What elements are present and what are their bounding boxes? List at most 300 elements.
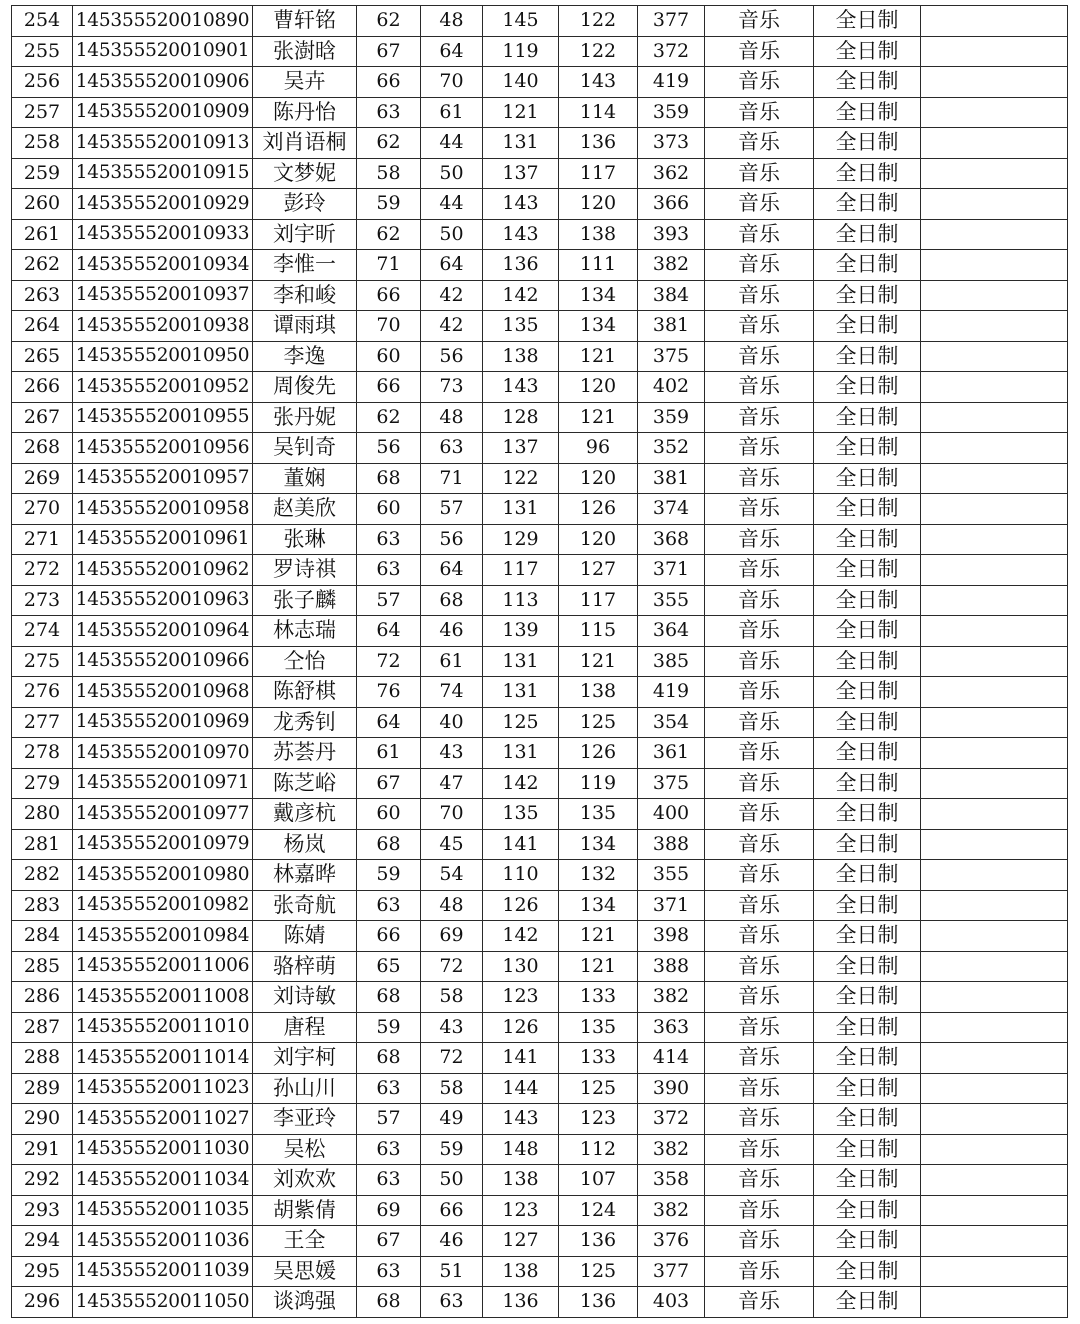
score-2-cell: 44 bbox=[421, 189, 483, 220]
score-1-cell: 59 bbox=[357, 1012, 421, 1043]
student-name-cell: 胡紫倩 bbox=[253, 1195, 357, 1226]
table-row bbox=[12, 524, 1068, 555]
table-row bbox=[12, 1012, 1068, 1043]
total-score-cell: 359 bbox=[638, 97, 705, 128]
score-3-cell: 136 bbox=[483, 250, 559, 281]
student-name-cell: 张奇航 bbox=[253, 890, 357, 921]
exam-id-cell: 145355520010938 bbox=[73, 311, 253, 342]
score-1-cell: 65 bbox=[357, 951, 421, 982]
student-name-cell: 王全 bbox=[253, 1226, 357, 1257]
study-mode-cell: 全日制 bbox=[814, 524, 921, 555]
exam-id-cell: 145355520011050 bbox=[73, 1287, 253, 1318]
student-name-cell: 李亚玲 bbox=[253, 1104, 357, 1135]
row-index-cell: 294 bbox=[12, 1226, 73, 1257]
study-mode-cell: 全日制 bbox=[814, 1134, 921, 1165]
score-1-cell: 60 bbox=[357, 494, 421, 525]
student-name-cell: 陈婧 bbox=[253, 921, 357, 952]
table-row bbox=[12, 1073, 1068, 1104]
score-1-cell: 70 bbox=[357, 311, 421, 342]
major-cell: 音乐 bbox=[705, 1104, 814, 1135]
study-mode-cell: 全日制 bbox=[814, 1104, 921, 1135]
score-3-cell: 135 bbox=[483, 799, 559, 830]
total-score-cell: 377 bbox=[638, 1256, 705, 1287]
major-cell: 音乐 bbox=[705, 646, 814, 677]
row-index-cell: 259 bbox=[12, 158, 73, 189]
total-score-cell: 381 bbox=[638, 463, 705, 494]
score-1-cell: 63 bbox=[357, 524, 421, 555]
study-mode-cell: 全日制 bbox=[814, 982, 921, 1013]
score-4-cell: 127 bbox=[559, 555, 638, 586]
remark-cell bbox=[921, 1256, 1068, 1287]
score-2-cell: 43 bbox=[421, 738, 483, 769]
study-mode-cell: 全日制 bbox=[814, 768, 921, 799]
table-row bbox=[12, 6, 1068, 37]
total-score-cell: 382 bbox=[638, 1195, 705, 1226]
remark-cell bbox=[921, 1012, 1068, 1043]
score-4-cell: 138 bbox=[559, 219, 638, 250]
major-cell: 音乐 bbox=[705, 463, 814, 494]
score-4-cell: 121 bbox=[559, 951, 638, 982]
row-index-cell: 289 bbox=[12, 1073, 73, 1104]
study-mode-cell: 全日制 bbox=[814, 494, 921, 525]
score-1-cell: 59 bbox=[357, 860, 421, 891]
score-4-cell: 115 bbox=[559, 616, 638, 647]
study-mode-cell: 全日制 bbox=[814, 951, 921, 982]
score-2-cell: 56 bbox=[421, 341, 483, 372]
study-mode-cell: 全日制 bbox=[814, 6, 921, 37]
table-row bbox=[12, 36, 1068, 67]
row-index-cell: 280 bbox=[12, 799, 73, 830]
row-index-cell: 291 bbox=[12, 1134, 73, 1165]
major-cell: 音乐 bbox=[705, 219, 814, 250]
student-name-cell: 吴思媛 bbox=[253, 1256, 357, 1287]
total-score-cell: 366 bbox=[638, 189, 705, 220]
remark-cell bbox=[921, 463, 1068, 494]
score-2-cell: 58 bbox=[421, 982, 483, 1013]
remark-cell bbox=[921, 524, 1068, 555]
student-name-cell: 张子麟 bbox=[253, 585, 357, 616]
row-index-cell: 261 bbox=[12, 219, 73, 250]
total-score-cell: 371 bbox=[638, 890, 705, 921]
score-4-cell: 124 bbox=[559, 1195, 638, 1226]
score-3-cell: 110 bbox=[483, 860, 559, 891]
score-3-cell: 131 bbox=[483, 738, 559, 769]
score-4-cell: 114 bbox=[559, 97, 638, 128]
score-3-cell: 138 bbox=[483, 341, 559, 372]
score-2-cell: 48 bbox=[421, 402, 483, 433]
score-1-cell: 62 bbox=[357, 402, 421, 433]
study-mode-cell: 全日制 bbox=[814, 1165, 921, 1196]
table-row bbox=[12, 738, 1068, 769]
score-2-cell: 45 bbox=[421, 829, 483, 860]
score-1-cell: 68 bbox=[357, 1043, 421, 1074]
score-3-cell: 130 bbox=[483, 951, 559, 982]
score-1-cell: 71 bbox=[357, 250, 421, 281]
total-score-cell: 376 bbox=[638, 1226, 705, 1257]
student-name-cell: 刘诗敏 bbox=[253, 982, 357, 1013]
remark-cell bbox=[921, 585, 1068, 616]
exam-id-cell: 145355520010950 bbox=[73, 341, 253, 372]
table-row bbox=[12, 463, 1068, 494]
major-cell: 音乐 bbox=[705, 616, 814, 647]
remark-cell bbox=[921, 1043, 1068, 1074]
table-row bbox=[12, 433, 1068, 464]
row-index-cell: 276 bbox=[12, 677, 73, 708]
major-cell: 音乐 bbox=[705, 1165, 814, 1196]
remark-cell bbox=[921, 921, 1068, 952]
table-row bbox=[12, 707, 1068, 738]
major-cell: 音乐 bbox=[705, 36, 814, 67]
score-3-cell: 143 bbox=[483, 189, 559, 220]
score-4-cell: 117 bbox=[559, 585, 638, 616]
student-name-cell: 周俊先 bbox=[253, 372, 357, 403]
study-mode-cell: 全日制 bbox=[814, 433, 921, 464]
score-2-cell: 57 bbox=[421, 494, 483, 525]
remark-cell bbox=[921, 829, 1068, 860]
table-row bbox=[12, 951, 1068, 982]
major-cell: 音乐 bbox=[705, 67, 814, 98]
row-index-cell: 262 bbox=[12, 250, 73, 281]
remark-cell bbox=[921, 951, 1068, 982]
exam-id-cell: 145355520011023 bbox=[73, 1073, 253, 1104]
student-name-cell: 张澍晗 bbox=[253, 36, 357, 67]
exam-id-cell: 145355520010966 bbox=[73, 646, 253, 677]
exam-id-cell: 145355520010979 bbox=[73, 829, 253, 860]
score-4-cell: 120 bbox=[559, 524, 638, 555]
row-index-cell: 257 bbox=[12, 97, 73, 128]
score-1-cell: 63 bbox=[357, 1165, 421, 1196]
score-2-cell: 71 bbox=[421, 463, 483, 494]
total-score-cell: 382 bbox=[638, 982, 705, 1013]
remark-cell bbox=[921, 280, 1068, 311]
student-name-cell: 谈鸿强 bbox=[253, 1287, 357, 1318]
table-body bbox=[12, 6, 1068, 1318]
exam-id-cell: 145355520011035 bbox=[73, 1195, 253, 1226]
score-4-cell: 122 bbox=[559, 36, 638, 67]
row-index-cell: 275 bbox=[12, 646, 73, 677]
total-score-cell: 354 bbox=[638, 707, 705, 738]
score-2-cell: 59 bbox=[421, 1134, 483, 1165]
score-1-cell: 62 bbox=[357, 6, 421, 37]
study-mode-cell: 全日制 bbox=[814, 585, 921, 616]
total-score-cell: 359 bbox=[638, 402, 705, 433]
study-mode-cell: 全日制 bbox=[814, 646, 921, 677]
exam-id-cell: 145355520011036 bbox=[73, 1226, 253, 1257]
student-name-cell: 谭雨琪 bbox=[253, 311, 357, 342]
exam-id-cell: 145355520010909 bbox=[73, 97, 253, 128]
row-index-cell: 290 bbox=[12, 1104, 73, 1135]
student-name-cell: 曹轩铭 bbox=[253, 6, 357, 37]
exam-id-cell: 145355520010937 bbox=[73, 280, 253, 311]
total-score-cell: 398 bbox=[638, 921, 705, 952]
score-1-cell: 67 bbox=[357, 1226, 421, 1257]
row-index-cell: 274 bbox=[12, 616, 73, 647]
exam-id-cell: 145355520010961 bbox=[73, 524, 253, 555]
score-4-cell: 121 bbox=[559, 402, 638, 433]
study-mode-cell: 全日制 bbox=[814, 280, 921, 311]
score-2-cell: 63 bbox=[421, 433, 483, 464]
total-score-cell: 419 bbox=[638, 677, 705, 708]
major-cell: 音乐 bbox=[705, 1256, 814, 1287]
major-cell: 音乐 bbox=[705, 524, 814, 555]
study-mode-cell: 全日制 bbox=[814, 738, 921, 769]
exam-id-cell: 145355520010968 bbox=[73, 677, 253, 708]
score-3-cell: 128 bbox=[483, 402, 559, 433]
score-3-cell: 119 bbox=[483, 36, 559, 67]
major-cell: 音乐 bbox=[705, 799, 814, 830]
score-3-cell: 141 bbox=[483, 1043, 559, 1074]
remark-cell bbox=[921, 616, 1068, 647]
major-cell: 音乐 bbox=[705, 951, 814, 982]
score-2-cell: 63 bbox=[421, 1287, 483, 1318]
score-3-cell: 113 bbox=[483, 585, 559, 616]
remark-cell bbox=[921, 890, 1068, 921]
score-1-cell: 68 bbox=[357, 829, 421, 860]
row-index-cell: 271 bbox=[12, 524, 73, 555]
student-name-cell: 骆梓萌 bbox=[253, 951, 357, 982]
score-3-cell: 131 bbox=[483, 494, 559, 525]
major-cell: 音乐 bbox=[705, 890, 814, 921]
row-index-cell: 264 bbox=[12, 311, 73, 342]
remark-cell bbox=[921, 677, 1068, 708]
remark-cell bbox=[921, 219, 1068, 250]
row-index-cell: 296 bbox=[12, 1287, 73, 1318]
remark-cell bbox=[921, 982, 1068, 1013]
exam-id-cell: 145355520010980 bbox=[73, 860, 253, 891]
row-index-cell: 267 bbox=[12, 402, 73, 433]
table-row bbox=[12, 555, 1068, 586]
study-mode-cell: 全日制 bbox=[814, 707, 921, 738]
total-score-cell: 400 bbox=[638, 799, 705, 830]
total-score-cell: 362 bbox=[638, 158, 705, 189]
score-2-cell: 70 bbox=[421, 799, 483, 830]
score-1-cell: 63 bbox=[357, 1256, 421, 1287]
score-4-cell: 122 bbox=[559, 6, 638, 37]
score-4-cell: 107 bbox=[559, 1165, 638, 1196]
score-1-cell: 62 bbox=[357, 128, 421, 159]
score-1-cell: 63 bbox=[357, 97, 421, 128]
remark-cell bbox=[921, 738, 1068, 769]
table-row bbox=[12, 982, 1068, 1013]
student-name-cell: 吴卉 bbox=[253, 67, 357, 98]
score-3-cell: 121 bbox=[483, 97, 559, 128]
score-1-cell: 72 bbox=[357, 646, 421, 677]
table-row bbox=[12, 402, 1068, 433]
exam-id-cell: 145355520010969 bbox=[73, 707, 253, 738]
total-score-cell: 374 bbox=[638, 494, 705, 525]
score-1-cell: 63 bbox=[357, 1134, 421, 1165]
score-3-cell: 137 bbox=[483, 158, 559, 189]
exam-id-cell: 145355520010982 bbox=[73, 890, 253, 921]
score-3-cell: 138 bbox=[483, 1256, 559, 1287]
table-row bbox=[12, 250, 1068, 281]
exam-id-cell: 145355520010957 bbox=[73, 463, 253, 494]
row-index-cell: 265 bbox=[12, 341, 73, 372]
major-cell: 音乐 bbox=[705, 97, 814, 128]
remark-cell bbox=[921, 372, 1068, 403]
score-1-cell: 66 bbox=[357, 67, 421, 98]
score-2-cell: 43 bbox=[421, 1012, 483, 1043]
major-cell: 音乐 bbox=[705, 128, 814, 159]
score-1-cell: 64 bbox=[357, 707, 421, 738]
score-2-cell: 48 bbox=[421, 890, 483, 921]
study-mode-cell: 全日制 bbox=[814, 311, 921, 342]
score-3-cell: 144 bbox=[483, 1073, 559, 1104]
major-cell: 音乐 bbox=[705, 1073, 814, 1104]
exam-id-cell: 145355520011008 bbox=[73, 982, 253, 1013]
student-name-cell: 李逸 bbox=[253, 341, 357, 372]
score-3-cell: 126 bbox=[483, 890, 559, 921]
score-1-cell: 68 bbox=[357, 1287, 421, 1318]
score-4-cell: 123 bbox=[559, 1104, 638, 1135]
total-score-cell: 414 bbox=[638, 1043, 705, 1074]
score-2-cell: 54 bbox=[421, 860, 483, 891]
table-row bbox=[12, 189, 1068, 220]
major-cell: 音乐 bbox=[705, 311, 814, 342]
score-3-cell: 127 bbox=[483, 1226, 559, 1257]
remark-cell bbox=[921, 555, 1068, 586]
score-3-cell: 117 bbox=[483, 555, 559, 586]
major-cell: 音乐 bbox=[705, 1226, 814, 1257]
score-2-cell: 56 bbox=[421, 524, 483, 555]
major-cell: 音乐 bbox=[705, 1287, 814, 1318]
student-name-cell: 张丹妮 bbox=[253, 402, 357, 433]
row-index-cell: 263 bbox=[12, 280, 73, 311]
score-3-cell: 138 bbox=[483, 1165, 559, 1196]
table-row bbox=[12, 1104, 1068, 1135]
score-3-cell: 142 bbox=[483, 768, 559, 799]
score-2-cell: 58 bbox=[421, 1073, 483, 1104]
row-index-cell: 279 bbox=[12, 768, 73, 799]
remark-cell bbox=[921, 97, 1068, 128]
score-2-cell: 49 bbox=[421, 1104, 483, 1135]
score-4-cell: 119 bbox=[559, 768, 638, 799]
table-row bbox=[12, 158, 1068, 189]
row-index-cell: 292 bbox=[12, 1165, 73, 1196]
exam-id-cell: 145355520010934 bbox=[73, 250, 253, 281]
study-mode-cell: 全日制 bbox=[814, 219, 921, 250]
table-row bbox=[12, 494, 1068, 525]
study-mode-cell: 全日制 bbox=[814, 1256, 921, 1287]
total-score-cell: 373 bbox=[638, 128, 705, 159]
score-1-cell: 57 bbox=[357, 585, 421, 616]
remark-cell bbox=[921, 402, 1068, 433]
table-row bbox=[12, 280, 1068, 311]
study-mode-cell: 全日制 bbox=[814, 860, 921, 891]
total-score-cell: 377 bbox=[638, 6, 705, 37]
row-index-cell: 268 bbox=[12, 433, 73, 464]
remark-cell bbox=[921, 6, 1068, 37]
exam-id-cell: 145355520010964 bbox=[73, 616, 253, 647]
remark-cell bbox=[921, 768, 1068, 799]
remark-cell bbox=[921, 1134, 1068, 1165]
table-row bbox=[12, 67, 1068, 98]
score-4-cell: 132 bbox=[559, 860, 638, 891]
total-score-cell: 364 bbox=[638, 616, 705, 647]
remark-cell bbox=[921, 799, 1068, 830]
study-mode-cell: 全日制 bbox=[814, 1073, 921, 1104]
score-3-cell: 131 bbox=[483, 677, 559, 708]
remark-cell bbox=[921, 1287, 1068, 1318]
study-mode-cell: 全日制 bbox=[814, 890, 921, 921]
score-2-cell: 47 bbox=[421, 768, 483, 799]
exam-id-cell: 145355520010956 bbox=[73, 433, 253, 464]
exam-id-cell: 145355520010958 bbox=[73, 494, 253, 525]
row-index-cell: 273 bbox=[12, 585, 73, 616]
major-cell: 音乐 bbox=[705, 768, 814, 799]
study-mode-cell: 全日制 bbox=[814, 921, 921, 952]
score-1-cell: 59 bbox=[357, 189, 421, 220]
study-mode-cell: 全日制 bbox=[814, 36, 921, 67]
table-row bbox=[12, 219, 1068, 250]
score-table bbox=[11, 5, 1068, 1318]
total-score-cell: 390 bbox=[638, 1073, 705, 1104]
score-4-cell: 134 bbox=[559, 829, 638, 860]
remark-cell bbox=[921, 707, 1068, 738]
score-2-cell: 72 bbox=[421, 1043, 483, 1074]
score-1-cell: 69 bbox=[357, 1195, 421, 1226]
student-name-cell: 陈芝峪 bbox=[253, 768, 357, 799]
major-cell: 音乐 bbox=[705, 372, 814, 403]
score-1-cell: 66 bbox=[357, 921, 421, 952]
score-3-cell: 136 bbox=[483, 1287, 559, 1318]
score-4-cell: 120 bbox=[559, 463, 638, 494]
score-2-cell: 46 bbox=[421, 616, 483, 647]
score-2-cell: 66 bbox=[421, 1195, 483, 1226]
exam-id-cell: 145355520010970 bbox=[73, 738, 253, 769]
major-cell: 音乐 bbox=[705, 738, 814, 769]
exam-id-cell: 145355520010913 bbox=[73, 128, 253, 159]
row-index-cell: 255 bbox=[12, 36, 73, 67]
remark-cell bbox=[921, 1165, 1068, 1196]
table-row bbox=[12, 128, 1068, 159]
table-row bbox=[12, 1134, 1068, 1165]
study-mode-cell: 全日制 bbox=[814, 1226, 921, 1257]
score-3-cell: 129 bbox=[483, 524, 559, 555]
score-3-cell: 143 bbox=[483, 1104, 559, 1135]
major-cell: 音乐 bbox=[705, 1043, 814, 1074]
score-4-cell: 125 bbox=[559, 1256, 638, 1287]
score-2-cell: 61 bbox=[421, 646, 483, 677]
row-index-cell: 270 bbox=[12, 494, 73, 525]
exam-id-cell: 145355520010977 bbox=[73, 799, 253, 830]
table-row bbox=[12, 921, 1068, 952]
table-row bbox=[12, 890, 1068, 921]
table-row bbox=[12, 1195, 1068, 1226]
study-mode-cell: 全日制 bbox=[814, 372, 921, 403]
table-row bbox=[12, 372, 1068, 403]
score-4-cell: 135 bbox=[559, 799, 638, 830]
major-cell: 音乐 bbox=[705, 341, 814, 372]
score-1-cell: 63 bbox=[357, 890, 421, 921]
major-cell: 音乐 bbox=[705, 707, 814, 738]
score-4-cell: 136 bbox=[559, 1287, 638, 1318]
exam-id-cell: 145355520010901 bbox=[73, 36, 253, 67]
score-3-cell: 123 bbox=[483, 982, 559, 1013]
score-1-cell: 66 bbox=[357, 280, 421, 311]
score-3-cell: 139 bbox=[483, 616, 559, 647]
total-score-cell: 384 bbox=[638, 280, 705, 311]
score-2-cell: 68 bbox=[421, 585, 483, 616]
score-2-cell: 69 bbox=[421, 921, 483, 952]
score-1-cell: 60 bbox=[357, 341, 421, 372]
exam-id-cell: 145355520011006 bbox=[73, 951, 253, 982]
exam-id-cell: 145355520011014 bbox=[73, 1043, 253, 1074]
row-index-cell: 282 bbox=[12, 860, 73, 891]
table-row bbox=[12, 829, 1068, 860]
student-name-cell: 文梦妮 bbox=[253, 158, 357, 189]
major-cell: 音乐 bbox=[705, 860, 814, 891]
